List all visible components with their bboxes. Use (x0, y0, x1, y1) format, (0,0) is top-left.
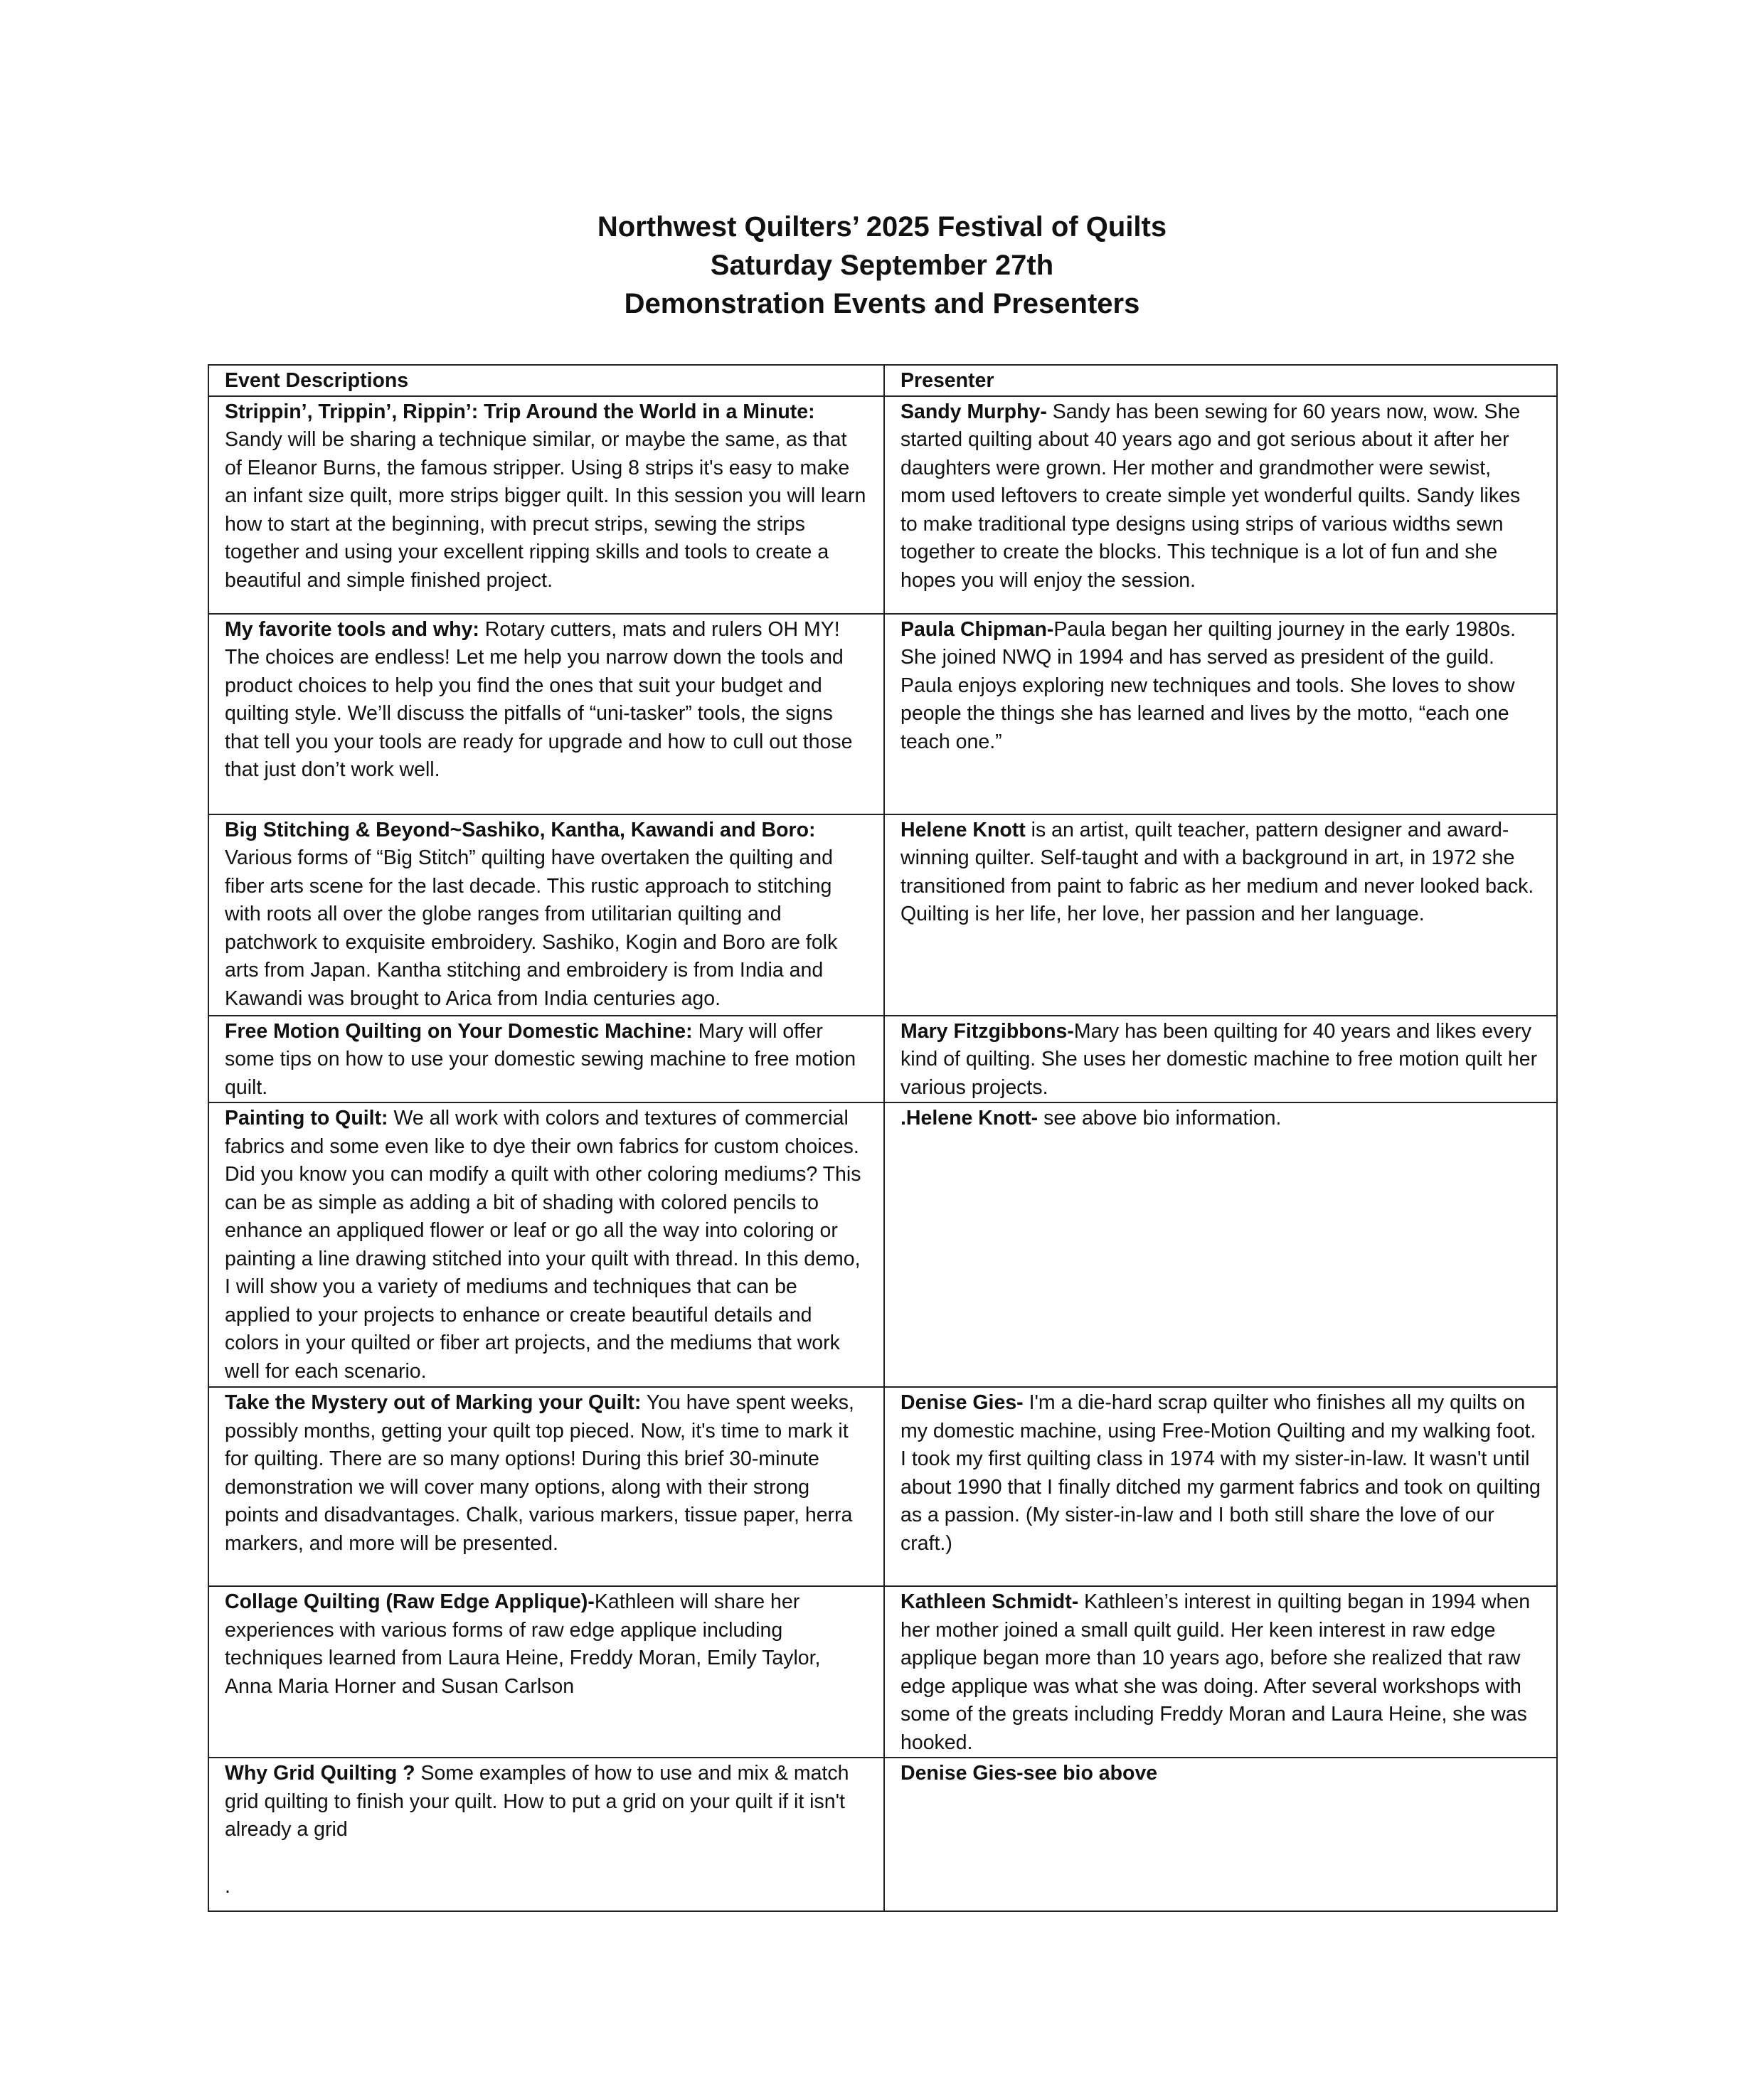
presenter-bio: is an artist, quilt teacher, pattern designer and award-winning quilter. Self-taught and with a background in art, in 1972 she transitioned from paint to fabric as her medium and never looked back. Quilting is her life, her love, her passion and her language. (900, 818, 1534, 925)
document-title: Northwest Quilters’ 2025 Festival of Quilts (597, 211, 1167, 243)
event-description: Rotary cutters, mats and rulers OH MY! The choices are endless! Let me help you narrow down the tools and product choices to help you find the ones that suit your budget and quilting style. We’ll discuss the pitfalls of “uni-tasker” tools, the signs that tell you your tools are ready for upgrade and how to cull out those that just don’t work well. (225, 617, 853, 781)
event-description: Some examples of how to use and mix & match grid quilting to finish your quilt. How to put a grid on your quilt if it isn't already a grid (225, 1762, 849, 1841)
event-cell (208, 1758, 884, 1911)
presenter-name: Helene Knott (900, 818, 1026, 841)
presenter-bio: I'm a die-hard scrap quilter who finishes all my quilts on my domestic machine, using Free-Motion Quilting and my walking foot. I took my first quilting class in 1974 with my sister-in-law. It wasn't until about 1990 that I finally ditched my garment fabrics and took on quilting as a passion. (My sister-in-law and I both still share the love of our craft.) (900, 1391, 1541, 1555)
table-row (208, 614, 1557, 814)
presenter-bio: see above bio information. (1038, 1107, 1282, 1130)
event-cell (208, 1586, 884, 1758)
presenter-cell (884, 614, 1557, 814)
event-title: Collage Quilting (Raw Edge Applique)- (225, 1590, 595, 1613)
event-description: Kathleen will share her experiences with various forms of raw edge applique including techniques learned from Laura Heine, Freddy Moran, Emily Taylor, Anna Maria Horner and Susan Carlson (225, 1590, 821, 1698)
event-cell (208, 1016, 884, 1103)
document-title-block (0, 208, 1764, 323)
event-description: You have spent weeks, possibly months, getting your quilt top pieced. Now, it's time to mark it for quilting. There are so many options! During this brief 30-minute demonstration we will cover many options, along with their strong points and disadvantages. Chalk, various markers, tissue paper, herra markers, and more will be presented. (225, 1391, 854, 1555)
table-row (208, 1102, 1557, 1387)
event-description: Mary will offer some tips on how to use your domestic sewing machine to free motion quilt. (225, 1019, 856, 1099)
event-title: Free Motion Quilting on Your Domestic Machine: (225, 1019, 693, 1043)
presenter-cell (884, 396, 1557, 614)
table-row (208, 1586, 1557, 1758)
table-row (208, 396, 1557, 614)
presenter-bio: Sandy has been sewing for 60 years now, wow. She started quilting about 40 years ago and got serious about it after her daughters were grown. Her mother and grandmother were sewist, mom used leftovers to create simple yet wonderful quilts. Sandy likes to make traditional type designs using strips of various widths sewn together to create the blocks. This technique is a lot of fun and she hopes you will enjoy the session. (900, 400, 1521, 592)
presenter-cell (884, 1387, 1557, 1586)
column-header-event: Event Descriptions (208, 365, 884, 396)
event-title: Take the Mystery out of Marking your Quilt: (225, 1391, 642, 1414)
event-cell (208, 814, 884, 1016)
event-description: Various forms of “Big Stitch” quilting have overtaken the quilting and fiber arts scene for the last decade. This rustic approach to stitching with roots all over the globe ranges from utilitarian quilting and patchwork to exquisite embroidery. Sashiko, Kogin and Boro are folk arts from Japan. Kantha stitching and embroidery is from India and Kawandi was brought to Arica from India centuries ago. (225, 846, 838, 1010)
event-cell (208, 396, 884, 614)
column-header-presenter: Presenter (884, 365, 1557, 396)
presenter-name: Denise Gies-see bio above (900, 1762, 1158, 1785)
event-date: Saturday September 27th (710, 250, 1054, 281)
presenter-cell (884, 1102, 1557, 1387)
event-title: Painting to Quilt: (225, 1107, 388, 1130)
event-description: We all work with colors and textures of commercial fabrics and some even like to dye their own fabrics for custom choices. Did you know you can modify a quilt with other coloring mediums? This can be as simple as adding a bit of shading with colored pencils to enhance an appliqued flower or leaf or go all the way into coloring or painting a line drawing stitched into your quilt with thread. In this demo, I will show you a variety of mediums and techniques that can be applied to your projects to enhance or create beautiful details and colors in your quilted or fiber art projects, and the mediums that work well for each scenario. (225, 1107, 861, 1383)
event-cell (208, 1102, 884, 1387)
event-title: Big Stitching & Beyond~Sashiko, Kantha, Kawandi and Boro: (225, 818, 816, 841)
presenter-name: Denise Gies- (900, 1391, 1024, 1414)
presenter-bio: Paula began her quilting journey in the early 1980s. She joined NWQ in 1994 and has served as president of the guild. Paula enjoys exploring new techniques and tools. She loves to show people the things she has learned and lives by the motto, “each one teach one.” (900, 617, 1516, 753)
event-title: Strippin’, Trippin’, Rippin’: Trip Around the World in a Minute: (225, 400, 815, 423)
presenter-name: Kathleen Schmidt- (900, 1590, 1079, 1613)
trailing-period: . (225, 1874, 230, 1898)
event-title: My favorite tools and why: (225, 617, 479, 641)
presenter-cell (884, 1758, 1557, 1911)
presenter-name: Mary Fitzgibbons- (900, 1019, 1074, 1043)
event-cell (208, 614, 884, 814)
event-description: Sandy will be sharing a technique similar, or maybe the same, as that of Eleanor Burns, the famous stripper. Using 8 strips it's easy to make an infant size quilt, more strips bigger quilt. In this session you will learn how to start at the beginning, with precut strips, sewing the strips together and using your excellent ripping skills and tools to create a beautiful and simple finished project. (225, 428, 866, 592)
event-cell (208, 1387, 884, 1586)
event-title: Why Grid Quilting ? (225, 1762, 415, 1785)
table-row (208, 1758, 1557, 1911)
presenter-cell (884, 814, 1557, 1016)
table-header-row (208, 365, 1557, 396)
presenter-cell (884, 1016, 1557, 1103)
table-row (208, 814, 1557, 1016)
presenter-name: Paula Chipman- (900, 617, 1054, 641)
presenter-bio: Kathleen’s interest in quilting began in 1994 when her mother joined a small quilt guild. Her keen interest in raw edge applique began more than 10 years ago, before she realized that raw edge applique was what she was doing. After several workshops with some of the greats including Freddy Moran and Laura Heine, she was hooked. (900, 1590, 1531, 1754)
schedule-table (208, 364, 1558, 1912)
presenter-name: Sandy Murphy- (900, 400, 1047, 423)
presenter-name: .Helene Knott- (900, 1107, 1038, 1130)
table-row (208, 1016, 1557, 1103)
document-subtitle: Demonstration Events and Presenters (624, 288, 1140, 319)
table-row (208, 1387, 1557, 1586)
presenter-bio: Mary has been quilting for 40 years and likes every kind of quilting. She uses her domestic machine to free motion quilt her various projects. (900, 1019, 1538, 1099)
presenter-cell (884, 1586, 1557, 1758)
